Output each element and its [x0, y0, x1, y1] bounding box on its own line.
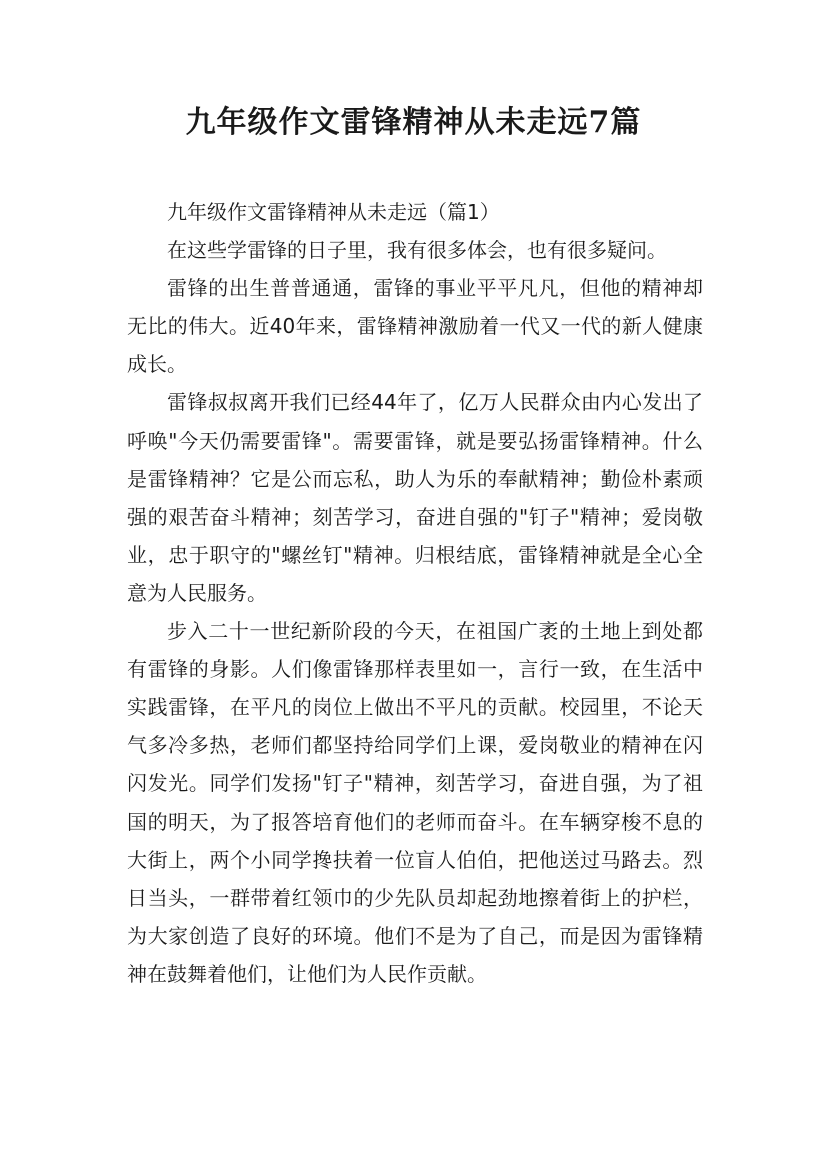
document-body — [127, 193, 703, 993]
section-heading: 九年级作文雷锋精神从未走远（篇1） — [167, 200, 500, 224]
paragraph-4: 步入二十一世纪新阶段的今天，在祖国广袤的土地上到处都有雷锋的身影。人们像雷锋那样表里如一，言行一致，在生活中实践雷锋，在平凡的岗位上做出不平凡的贡献。校园里，不论天气多冷多热，老师们都坚持给同学们上课，爱岗敬业的精神在闪闪发光。同学们发扬"钉子"精神，刻苦学习，奋进自强，为了祖国的明天，为了报答培育他们的老师而奋斗。在车辆穿梭不息的大街上，两个小同学搀扶着一位盲人伯伯，把他送过马路去。烈日当头，一群带着红领巾的少先队员却起劲地擦着街上的护栏，为大家创造了良好的环境。他们不是为了自己，而是因为雷锋精神在鼓舞着他们，让他们为人民作贡献。 — [127, 619, 703, 986]
paragraph-2: 雷锋的出生普普通通，雷锋的事业平平凡凡，但他的精神却无比的伟大。近40年来，雷锋精神激励着一代又一代的新人健康成长。 — [127, 276, 703, 377]
paragraph-1: 在这些学雷锋的日子里，我有很多体会，也有很多疑问。 — [167, 238, 667, 263]
paragraph-3: 雷锋叔叔离开我们已经44年了，亿万人民群众由内心发出了呼唤"今天仍需要雷锋"。需要雷锋，就是要弘扬雷锋精神。什么是雷锋精神？它是公而忘私，助人为乐的奉献精神；勤俭朴素顽强的艰苦奋斗精神；刻苦学习，奋进自强的"钉子"精神；爱岗敬业，忠于职守的"螺丝钉"精神。归根结底，雷锋精神就是全心全意为人民服务。 — [127, 390, 703, 605]
document-title: 九年级作文雷锋精神从未走远7篇 — [185, 105, 642, 140]
